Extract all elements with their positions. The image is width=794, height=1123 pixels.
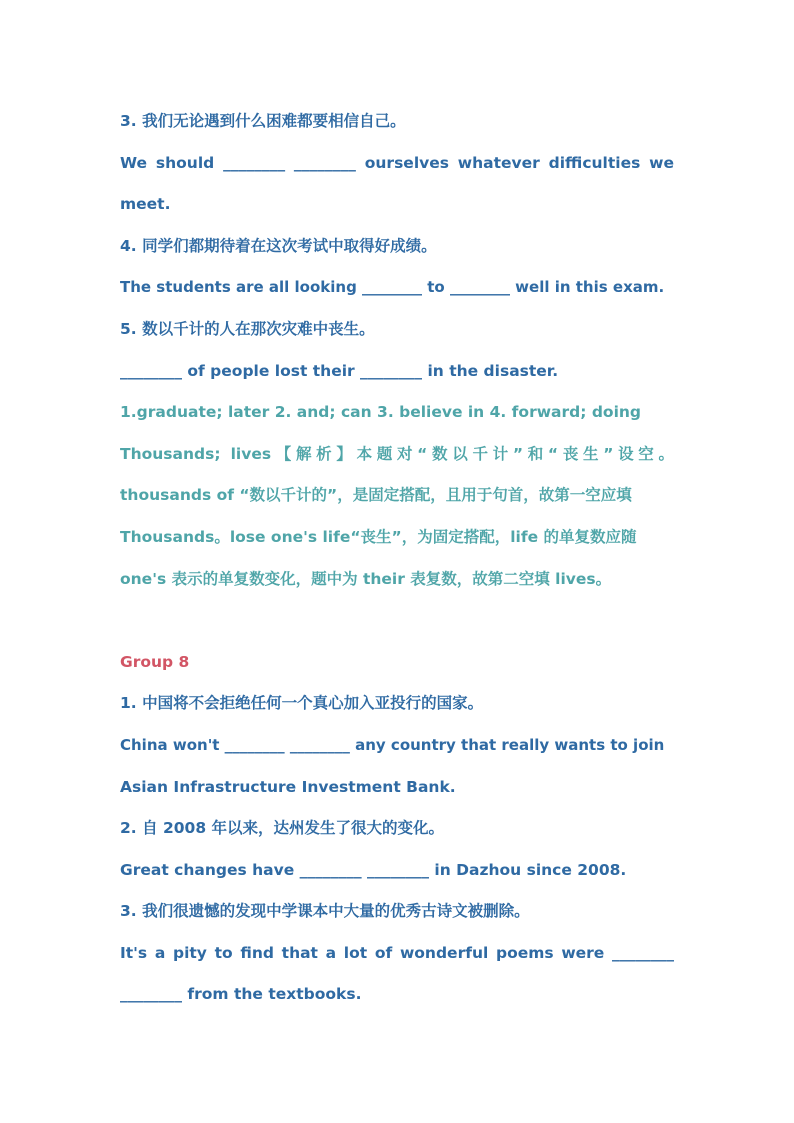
group8-question-1-english: China won't ________ ________ any country that really wants to join (120, 735, 665, 754)
answer-key-line-3: thousands of “数以千计的”，是固定搭配，且用于句首，故第一空应填 (120, 486, 632, 505)
question-4-chinese: 4. 同学们都期待着在这次考试中取得好成绩。 (120, 236, 437, 255)
group8-question-3-english: It's a pity to find that a lot of wonderful poems were ________ (120, 943, 674, 962)
question-3-english-cont: meet. (120, 195, 171, 214)
question-3-chinese: 3. 我们无论遇到什么困难都要相信自己。 (120, 112, 406, 130)
answer-key-line-2: Thousands; lives【解析】本题对“数以千计”和“丧生”设空。 (120, 444, 674, 463)
section-spacer (120, 600, 674, 642)
group8-question-2-chinese: 2. 自 2008 年以来，达州发生了很大的变化。 (120, 819, 445, 838)
question-3-english: We should ________ ________ ourselves whatever difficulties we (120, 153, 674, 172)
answer-key-line-4: Thousands。lose one's life“丧生”，为固定搭配，life 的单复数应随 (120, 527, 637, 546)
question-4-english: The students are all looking ________ to ________ well in this exam. (120, 278, 665, 297)
group8-question-3-english-cont: ________ from the textbooks. (120, 985, 362, 1004)
question-5-english: ________ of people lost their ________ in the disaster. (120, 361, 559, 380)
group8-question-3-chinese: 3. 我们很遗憾的发现中学课本中大量的优秀古诗文被删除。 (120, 902, 530, 921)
answer-key-line-5: one's 表示的单复数变化，题中为 their 表复数，故第二空填 lives。 (120, 569, 612, 588)
group8-question-2-english: Great changes have ________ ________ in Dazhou since 2008. (120, 860, 627, 879)
group-heading: Group 8 (120, 652, 190, 671)
document-page (120, 101, 674, 1016)
group8-question-1-english-cont: Asian Infrastructure Investment Bank. (120, 777, 456, 796)
group8-question-1-chinese: 1. 中国将不会拒绝任何一个真心加入亚投行的国家。 (120, 694, 484, 713)
answer-key-line-1: 1.graduate; later 2. and; can 3. believe in 4. forward; doing (120, 403, 642, 422)
question-5-chinese: 5. 数以千计的人在那次灾难中丧生。 (120, 319, 375, 338)
